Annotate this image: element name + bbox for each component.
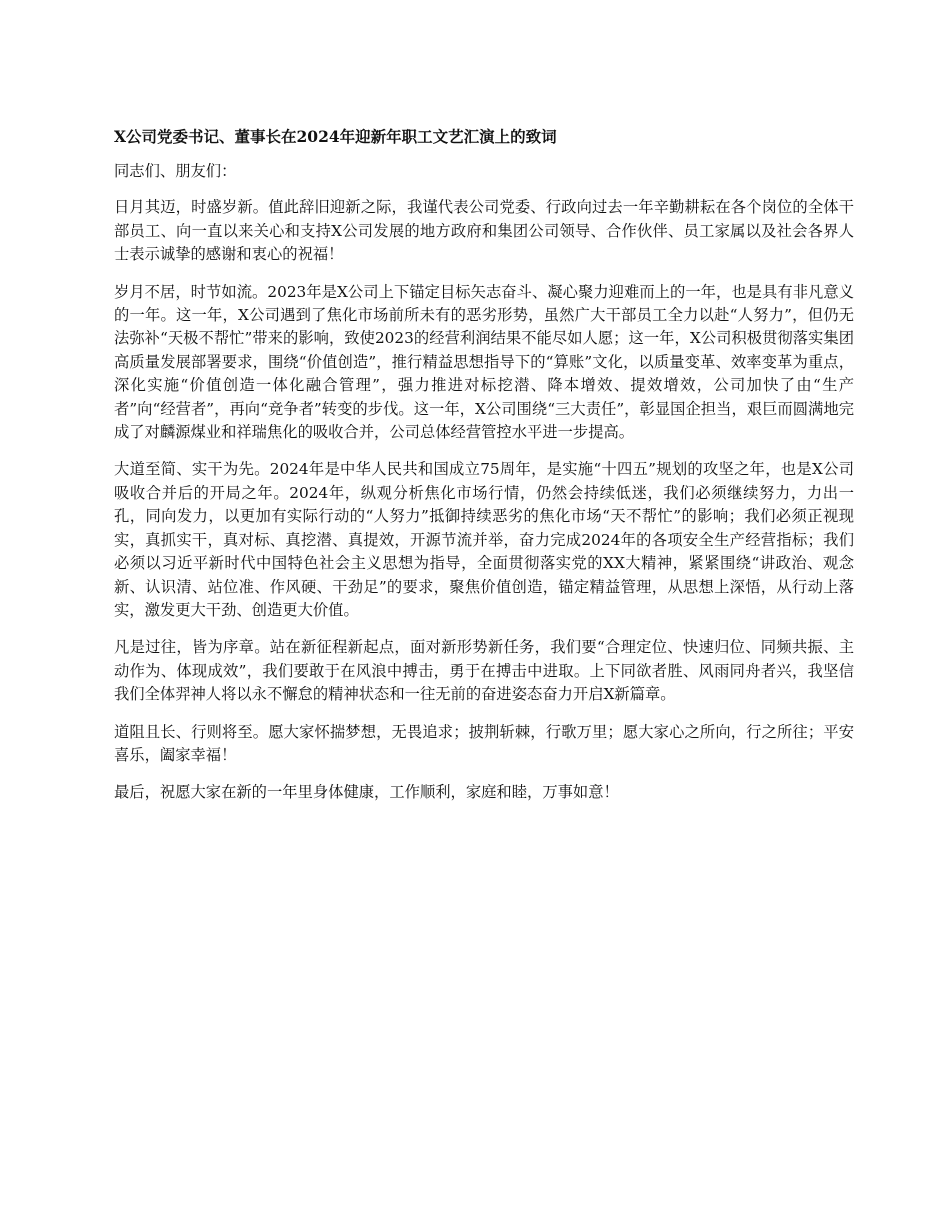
greeting: 同志们、朋友们： <box>114 162 237 180</box>
document-page <box>114 124 854 819</box>
paragraph-closing: 最后，祝愿大家在新的一年里身体健康，工作顺利，家庭和睦，万事如意！ <box>114 783 619 802</box>
paragraph-plan-2024: 大道至简、实干为先。2024年是中华人民共和国成立75周年，是实施“十四五”规划的攻坚之年，也是X公司吸收合并后的开局之年。2024年，纵观分析焦化市场行情，仍然会持续低迷，我们必须继续努力，力出一孔，同向发力，以更加有实际行动的“人努力”抵御持续恶劣的焦化市场“天不帮忙”的影响；我们必须正视现实，真抓实干，真对标、真挖潜、真提效，开源节流并举，奋力完成2024年的各项安全生产经营指标；我们必须以习近平新时代中国特色社会主义思想为指导，全面贯彻落实党的XX大精神，紧紧围绕“讲政治、观念新、认识清、站位准、作风硬、干劲足”的要求，聚焦价值创造，锚定精益管理，从思想上深悟，从行动上落实，激发更大干劲、创造更大价值。 <box>114 460 854 619</box>
document-title: X公司党委书记、董事长在2024年迎新年职工文艺汇演上的致词 <box>114 127 557 146</box>
paragraph-opening: 日月其迈，时盛岁新。值此辞旧迎新之际，我谨代表公司党委、行政向过去一年辛勤耕耘在各个岗位的全体干部员工、向一直以来关心和支持X公司发展的地方政府和集团公司领导、合作伙伴、员工家属以及社会各界人士表示诚挚的感谢和衷心的祝福！ <box>114 198 854 264</box>
paragraph-review-2023: 岁月不居，时节如流。2023年是X公司上下锚定目标矢志奋斗、凝心聚力迎难而上的一年，也是具有非凡意义的一年。这一年，X公司遇到了焦化市场前所未有的恶劣形势，虽然广大干部员工全力以赴“人努力”，但仍无法弥补“天极不帮忙”带来的影响，致使2023的经营利润结果不能尽如人愿；这一年，X公司积极贯彻落实集团高质量发展部署要求，围绕“价值创造”，推行精益思想指导下的“算账”文化，以质量变革、效率变革为重点，深化实施“价值创造一体化融合管理”，强力推进对标挖潜、降本增效、提效增效，公司加快了由“生产者”向“经营者”，再向“竞争者”转变的步伐。这一年，X公司围绕“三大责任”，彰显国企担当，艰巨而圆满地完成了对麟源煤业和祥瑞焦化的吸收合并，公司总体经营管控水平进一步提高。 <box>114 282 854 442</box>
paragraph-wishes: 道阻且长、行则将至。愿大家怀揣梦想，无畏追求；披荆斩棘，行歌万里；愿大家心之所向，行之所往；平安喜乐，阖家幸福！ <box>114 722 854 764</box>
paragraph-new-journey: 凡是过往，皆为序章。站在新征程新起点，面对新形势新任务，我们要“合理定位、快速归位、同频共振、主动作为、体现成效”，我们要敢于在风浪中搏击，勇于在搏击中进取。上下同欲者胜、风雨同舟者兴，我坚信我们全体羿神人将以永不懈怠的精神状态和一往无前的奋进姿态奋力开启X新篇章。 <box>114 638 854 704</box>
